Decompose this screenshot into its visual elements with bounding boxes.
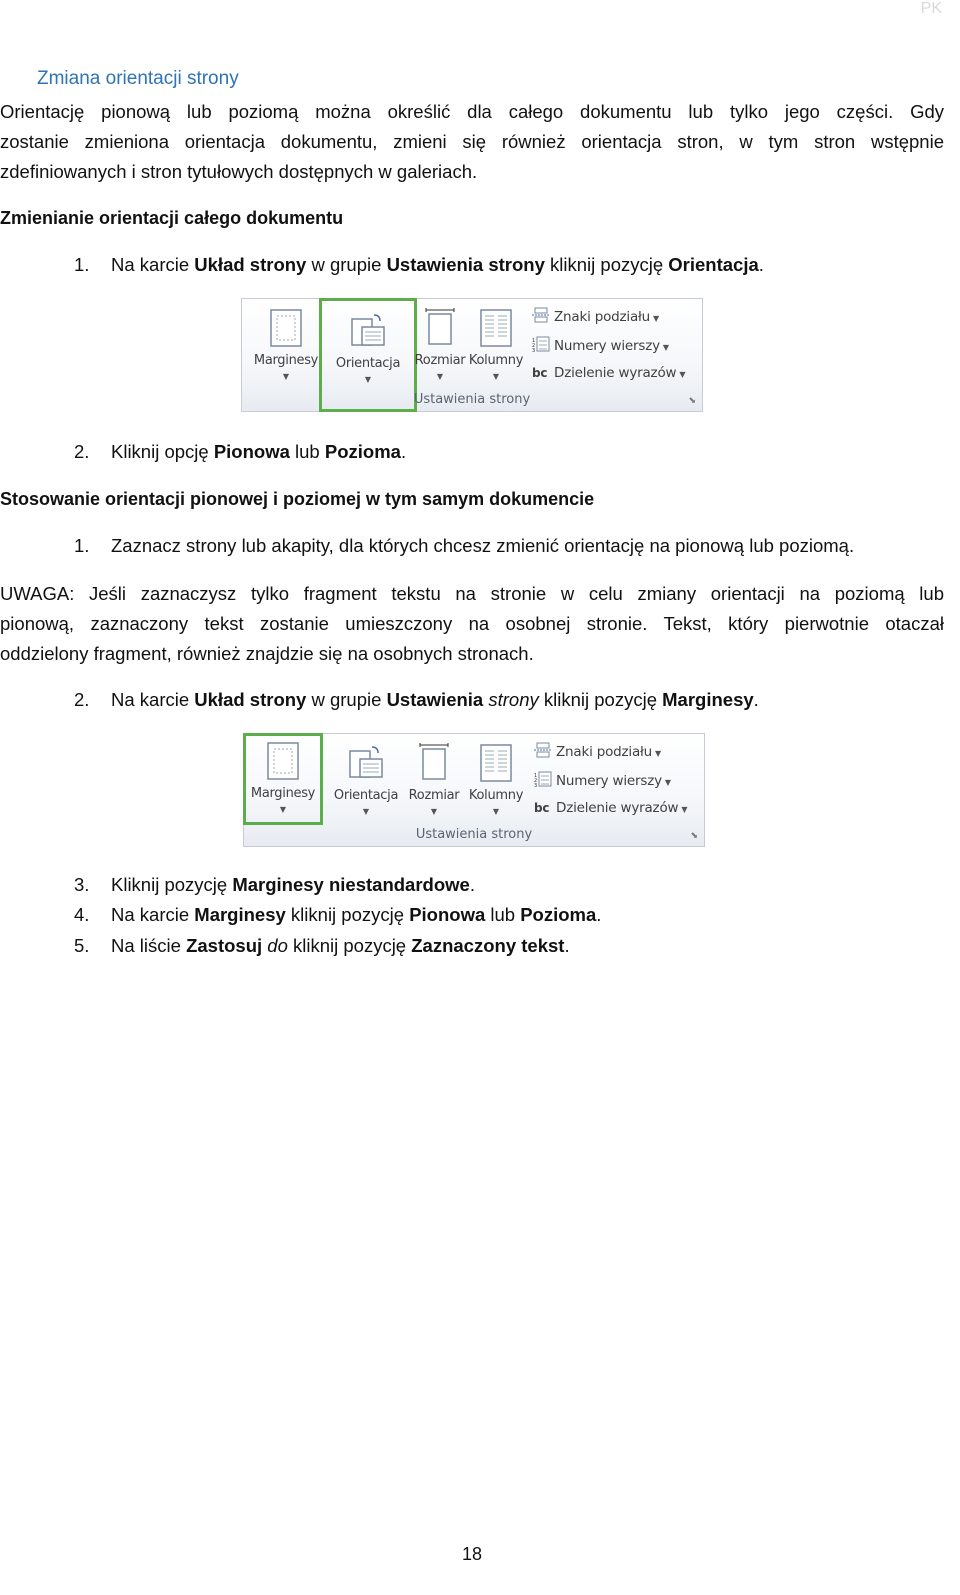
line-numbers-command[interactable] [534,771,671,791]
step-2-4 [74,904,601,926]
chevron-down-icon: ▼ [492,372,500,381]
columns-icon [458,303,534,353]
step-bold: Ustawienia strony [386,254,545,275]
hyphenation-command[interactable] [534,800,687,816]
chevron-down-icon: ▼ [681,805,688,814]
columns-button[interactable] [458,303,534,393]
size-label: Rozmiar [408,788,460,803]
svg-text:1: 1 [534,773,537,779]
step-text: . [753,689,759,710]
step-text: . [596,904,602,925]
step-bold: Pozioma [324,441,401,462]
step-text: Na karcie [111,904,195,925]
step-2-3 [74,874,475,896]
step-text: kliknij pozycję [544,254,669,275]
ribbon-page-setup-group [241,298,703,412]
step-text: Na liście [111,935,187,956]
step-bold: Ustawienia [386,689,484,710]
section-heading: Zmiana orientacji strony [37,68,239,89]
step-2-5 [74,935,570,957]
step-number: 2. [74,689,90,710]
step-text: kliknij pozycję [538,689,663,710]
step-number: 3. [74,874,90,895]
chevron-down-icon: ▼ [679,370,686,379]
margins-button[interactable] [243,733,323,825]
dialog-launcher-icon[interactable]: ⬊ [690,831,698,841]
intro-line: zdefiniowanych i stron tytułowych dostępnych w galeriach. [0,161,478,182]
group-name: Ustawienia strony [415,827,533,842]
line-numbers-label: Numery wierszy [554,338,660,354]
hyphenation-command[interactable] [532,365,685,381]
columns-icon [458,738,534,788]
hyphenation-label: Dzielenie wyrazów [554,365,677,381]
intro-line: Orientację pionową lub poziomą można określić dla całego dokumentu lub tylko jego części. Gdy [0,101,944,122]
margins-label: Marginesy [250,786,316,801]
chevron-down-icon: ▼ [364,375,372,384]
header-mark: PK [920,0,942,17]
line-numbers-command[interactable] [532,336,669,356]
intro-paragraph [0,97,944,187]
step-1-1 [74,254,764,276]
chevron-down-icon: ▼ [279,805,287,814]
size-label: Rozmiar [414,353,466,368]
svg-text:2: 2 [532,343,535,349]
orientation-icon [328,738,404,788]
subheading-mixed-orientation: Stosowanie orientacji pionowej i poziomej w tym samym dokumencie [0,489,595,509]
step-text: lub [485,904,521,925]
step-text: kliknij pozycję [287,935,412,956]
step-text: . [400,441,407,462]
step-bold: Marginesy [194,904,286,925]
step-bold: Marginesy niestandardowe [232,874,470,895]
step-2-1 [74,535,854,557]
margins-button[interactable] [248,303,324,393]
svg-text:1: 1 [532,338,535,344]
step-bold: Zaznaczony tekst [411,935,565,956]
chevron-down-icon: ▼ [664,778,671,787]
note-line: pionową, zaznaczony tekst zostanie umieszczony na osobnej stronie. Tekst, który pierwotnie otaczał [0,613,944,634]
step-text: Kliknij pozycję [111,874,233,895]
subheading-whole-document: Zmienianie orientacji całego dokumentu [0,208,344,228]
step-text: Na karcie [111,689,195,710]
step-text: lub [289,441,325,462]
svg-text:2: 2 [534,778,537,784]
step-bold: Marginesy [662,689,754,710]
line-numbers-icon [534,771,556,791]
step-bold: Układ strony [194,689,307,710]
step-text: . [469,874,475,895]
breaks-label: Znaki podziału [554,309,651,325]
breaks-command[interactable] [532,307,659,327]
columns-button[interactable] [458,738,534,828]
step-text: . [758,254,764,275]
step-1-2 [74,441,406,463]
columns-label: Kolumny [468,353,524,368]
step-text: Zaznacz strony lub akapity, dla których chcesz zmienić orientację na pionową lub poziomą. [111,535,855,556]
step-bold: Układ strony [194,254,307,275]
step-text: kliknij pozycję [285,904,410,925]
step-number: 1. [74,535,90,556]
orientation-label: Orientacja [333,788,399,803]
orientation-icon [322,306,414,356]
step-text: w grupie [306,689,387,710]
step-bold: Pozioma [520,904,597,925]
chevron-down-icon: ▼ [436,372,444,381]
chevron-down-icon: ▼ [492,807,500,816]
step-number: 2. [74,441,90,462]
step-text: Kliknij opcję [111,441,214,462]
step-text: w grupie [306,254,387,275]
margins-icon [248,303,324,353]
hyphenation-icon: bc [532,366,548,380]
step-text: . [564,935,570,956]
step-italic: do [267,935,288,956]
hyphenation-label: Dzielenie wyrazów [556,800,679,816]
step-text: Na karcie [111,254,195,275]
note-line: UWAGA: Jeśli zaznaczysz tylko fragment tekstu na stronie w celu zmiany orientacji na poziomą lub [0,583,944,604]
svg-text:3: 3 [534,783,537,787]
breaks-icon [532,307,554,327]
chevron-down-icon: ▼ [362,807,370,816]
orientation-label: Orientacja [335,356,401,371]
breaks-label: Znaki podziału [556,744,653,760]
ribbon-page-setup-group [243,733,705,847]
intro-line: zostanie zmieniona orientacja dokumentu, zmieni się również orientacja stron, w tym stron wstępnie [0,131,944,152]
chevron-down-icon: ▼ [662,343,669,352]
step-bold: Pionowa [409,904,486,925]
step-number: 4. [74,904,90,925]
breaks-command[interactable] [534,742,661,762]
line-numbers-icon [532,336,554,356]
step-bold: Zastosuj [186,935,263,956]
chevron-down-icon: ▼ [430,807,438,816]
step-italic: strony [488,689,539,710]
svg-text:3: 3 [532,348,535,352]
breaks-icon [534,742,556,762]
note-paragraph [0,579,944,669]
chevron-down-icon: ▼ [282,372,290,381]
note-line: oddzielony fragment, również znajdzie się na osobnych stronach. [0,643,534,664]
step-number: 1. [74,254,90,275]
step-bold: Pionowa [213,441,290,462]
chevron-down-icon: ▼ [655,749,661,758]
page-number: 18 [461,1544,483,1564]
hyphenation-icon: bc [534,801,550,815]
step-2-2 [74,689,759,711]
group-name: Ustawienia strony [413,392,531,407]
step-bold: Orientacja [668,254,759,275]
step-number: 5. [74,935,90,956]
columns-label: Kolumny [468,788,524,803]
chevron-down-icon: ▼ [653,314,659,323]
margins-label: Marginesy [253,353,319,368]
margins-icon [246,736,320,786]
dialog-launcher-icon[interactable]: ⬊ [688,396,696,406]
orientation-button[interactable] [328,738,404,828]
line-numbers-label: Numery wierszy [556,773,662,789]
